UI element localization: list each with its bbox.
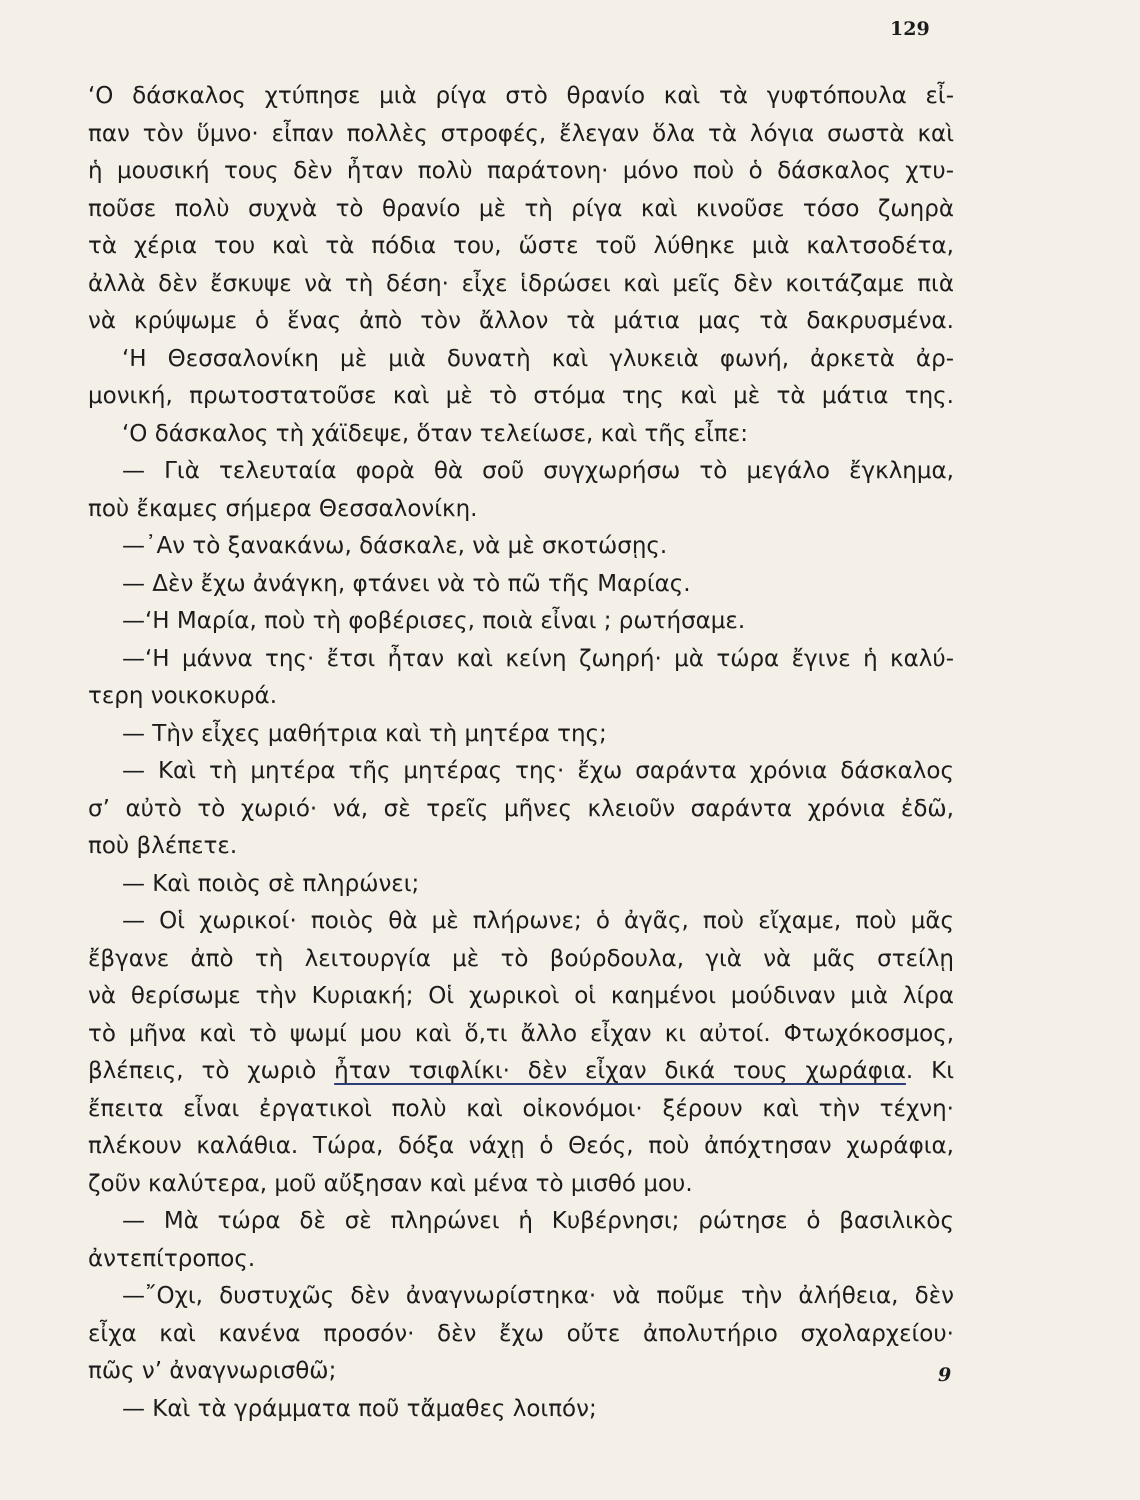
- text-line: σ’ αὐτὸ τὸ χωριό· νά, σὲ τρεῖς μῆνες κλειοῦν σαράντα χρόνια ἐδῶ,: [88, 795, 954, 822]
- text-line: ‘Ο δάσκαλος τὴ χάϊδεψε, ὅταν τελείωσε, καὶ τῆς εἶπε:: [122, 420, 748, 447]
- text-line: ποῦσε πολὺ συχνὰ τὸ θρανίο μὲ τὴ ρίγα καὶ κινοῦσε τόσο ζωηρὰ: [88, 195, 954, 222]
- text-line: εἶχα καὶ κανένα προσόν· δὲν ἔχω οὔτε ἀπολυτήριο σχολαρχείου·: [88, 1320, 954, 1347]
- text-line: μονική, πρωτοστατοῦσε καὶ μὲ τὸ στόμα της καὶ μὲ τὰ μάτια της.: [88, 383, 954, 409]
- underlined-text: ἦταν τσιφλίκι· δὲν εἶχαν δικά τους χωράφια: [334, 1058, 906, 1084]
- text-segment: βλέπεις, τὸ χωριὸ: [88, 1058, 335, 1084]
- text-line: —‘Η Μαρία, ποὺ τὴ φοβέρισες, ποιὰ εἶναι ; ρωτήσαμε.: [122, 608, 746, 634]
- text-line: ‘Η Θεσσαλονίκη μὲ μιὰ δυνατὴ καὶ γλυκειὰ φωνή, ἀρκετὰ ἀρ-: [122, 345, 954, 372]
- text-line: —῎Οχι, δυστυχῶς δὲν ἀναγνωρίστηκα· νὰ ποῦμε τὴν ἀλήθεια, δὲν: [122, 1283, 954, 1309]
- text-line: — Δὲν ἔχω ἀνάγκη, φτάνει νὰ τὸ πῶ τῆς Μαρίας.: [122, 570, 691, 597]
- text-line: ἔπειτα εἶναι ἐργατικοὶ πολὺ καὶ οἰκονόμοι· ξέρουν καὶ τὴν τέχνη·: [88, 1095, 954, 1122]
- text-line: νὰ θερίσωμε τὴν Κυριακή; Οἱ χωρικοὶ οἱ καημένοι μούδιναν μιὰ λίρα: [88, 983, 954, 1009]
- text-line: ποὺ βλέπετε.: [88, 833, 238, 859]
- text-line: —᾿Αν τὸ ξανακάνω, δάσκαλε, νὰ μὲ σκοτώσῃς.: [122, 533, 668, 559]
- text-line: τὸ μῆνα καὶ τὸ ψωμί μου καὶ ὅ,τι ἄλλο εἶχαν κι αὐτοί. Φτωχόκοσμος,: [88, 1020, 954, 1047]
- text-line: — Καὶ τὴ μητέρα τῆς μητέρας της· ἔχω σαράντα χρόνια δάσκαλος: [122, 758, 954, 784]
- text-line: ‘Ο δάσκαλος χτύπησε μιὰ ρίγα στὸ θρανίο καὶ τὰ γυφτόπουλα εἶ-: [88, 83, 954, 109]
- text-line: ἀντεπίτροπος.: [88, 1245, 256, 1272]
- text-line: ἀλλὰ δὲν ἔσκυψε νὰ τὴ δέση· εἶχε ἱδρώσει καὶ μεῖς δὲν κοιτάζαμε πιὰ: [88, 270, 954, 297]
- text-line: πλέκουν καλάθια. Τώρα, δόξα νάχῃ ὁ Θεός, ποὺ ἀπόχτησαν χωράφια,: [88, 1133, 954, 1159]
- text-line: νὰ κρύψωμε ὁ ἕνας ἀπὸ τὸν ἄλλον τὰ μάτια μας τὰ δακρυσμένα.: [88, 308, 954, 334]
- text-line: πῶς ν’ ἀναγνωρισθῶ;: [88, 1358, 337, 1384]
- page-number-bottom: 9: [938, 1364, 952, 1386]
- body-text: [88, 78, 954, 1428]
- text-line: — Γιὰ τελευταία φορὰ θὰ σοῦ συγχωρήσω τὸ μεγάλο ἔγκλημα,: [122, 458, 954, 484]
- text-line: — Καὶ τὰ γράμματα ποῦ τἄμαθες λοιπόν;: [122, 1395, 597, 1422]
- text-line: — Μὰ τώρα δὲ σὲ πληρώνει ἡ Κυβέρνησι; ρώτησε ὁ βασιλικὸς: [122, 1208, 954, 1234]
- text-line: ποὺ ἔκαμες σήμερα Θεσσαλονίκη.: [88, 495, 478, 522]
- text-line: — Οἱ χωρικοί· ποιὸς θὰ μὲ πλήρωνε; ὁ ἀγᾶς, ποὺ εἴχαμε, ποὺ μᾶς: [122, 908, 954, 934]
- page-number-top: 129: [890, 18, 930, 40]
- text-line: τερη νοικοκυρά.: [88, 683, 278, 709]
- text-line: τὰ χέρια του καὶ τὰ πόδια του, ὥστε τοῦ λύθηκε μιὰ καλτσοδέτα,: [88, 233, 954, 259]
- text-line: — Καὶ ποιὸς σὲ πληρώνει;: [122, 870, 420, 897]
- text-line: — Τὴν εἶχες μαθήτρια καὶ τὴ μητέρα της;: [122, 720, 607, 747]
- text-line: —‘Η μάννα της· ἔτσι ἦταν καὶ κείνη ζωηρή· μὰ τώρα ἔγινε ἡ καλύ-: [122, 645, 954, 672]
- text-line: ζοῦν καλύτερα, μοῦ αὔξησαν καὶ μένα τὸ μισθό μου.: [88, 1170, 693, 1197]
- text-line: ἡ μουσική τους δὲν ἦταν πολὺ παράτονη· μόνο ποὺ ὁ δάσκαλος χτυ-: [88, 158, 954, 184]
- text-line: παν τὸν ὕμνο· εἶπαν πολλὲς στροφές, ἔλεγαν ὅλα τὰ λόγια σωστὰ καὶ: [88, 120, 954, 147]
- text-segment: . Κι: [905, 1058, 954, 1084]
- text-line: [88, 1053, 954, 1091]
- text-line: ἔβγανε ἀπὸ τὴ λειτουργία μὲ τὸ βούρδουλα, γιὰ νὰ μᾶς στείλῃ: [88, 945, 954, 972]
